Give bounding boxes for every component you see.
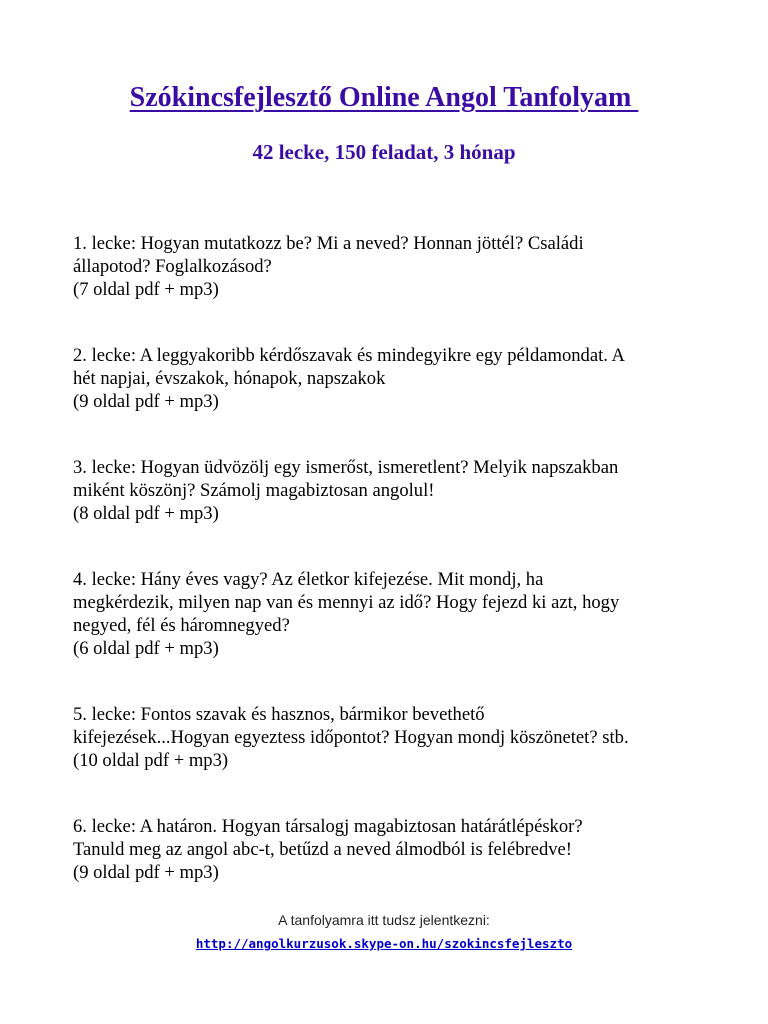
document-subtitle: 42 lecke, 150 feladat, 3 hónap bbox=[252, 140, 516, 164]
lesson-item-6 bbox=[73, 815, 733, 884]
lesson-text-line: 3. lecke: Hogyan üdvözölj egy ismerőst, ismeretlent? Melyik napszakban bbox=[73, 457, 619, 478]
lesson-materials: (8 oldal pdf + mp3) bbox=[73, 503, 219, 524]
lesson-text-line: 1. lecke: Hogyan mutatkozz be? Mi a neved? Honnan jöttél? Családi bbox=[73, 233, 584, 254]
lesson-item-5 bbox=[73, 703, 733, 772]
lesson-text-line: miként köszönj? Számolj magabiztosan angolul! bbox=[73, 480, 435, 501]
lesson-materials: (10 oldal pdf + mp3) bbox=[73, 750, 229, 771]
lesson-materials: (6 oldal pdf + mp3) bbox=[73, 638, 219, 659]
lesson-text-line: kifejezések...Hogyan egyeztess időpontot? Hogyan mondj köszönetet? stb. bbox=[73, 727, 629, 748]
signup-note: A tanfolyamra itt tudsz jelentkezni: bbox=[278, 912, 490, 928]
lesson-text-line: 5. lecke: Fontos szavak és hasznos, bármikor bevethető bbox=[73, 704, 485, 725]
lesson-materials: (9 oldal pdf + mp3) bbox=[73, 391, 219, 412]
lesson-item-1 bbox=[73, 232, 733, 301]
document-title: Szókincsfejlesztő Online Angol Tanfolyam bbox=[129, 82, 639, 113]
lesson-text-line: állapotod? Foglalkozásod? bbox=[73, 256, 272, 277]
lesson-text-line: hét napjai, évszakok, hónapok, napszakok bbox=[73, 368, 386, 389]
lesson-text-line: 6. lecke: A határon. Hogyan társalogj magabiztosan határátlépéskor? bbox=[73, 816, 583, 837]
lesson-materials: (9 oldal pdf + mp3) bbox=[73, 862, 219, 883]
lesson-text-line: negyed, fél és háromnegyed? bbox=[73, 615, 290, 636]
lesson-item-4 bbox=[73, 568, 733, 660]
lesson-text-line: 4. lecke: Hány éves vagy? Az életkor kifejezése. Mit mondj, ha bbox=[73, 569, 544, 590]
lesson-text-line: 2. lecke: A leggyakoribb kérdőszavak és mindegyikre egy példamondat. A bbox=[73, 345, 625, 366]
lesson-list bbox=[73, 232, 733, 927]
signup-footer bbox=[0, 911, 768, 953]
lesson-text-line: Tanuld meg az angol abc-t, betűzd a neved álmodból is felébredve! bbox=[73, 839, 572, 860]
lesson-materials: (7 oldal pdf + mp3) bbox=[73, 279, 219, 300]
lesson-item-3 bbox=[73, 456, 733, 525]
signup-link[interactable]: http://angolkurzusok.skype-on.hu/szokincsfejleszto bbox=[195, 936, 573, 951]
lesson-text-line: megkérdezik, milyen nap van és mennyi az idő? Hogy fejezd ki azt, hogy bbox=[73, 592, 620, 613]
lesson-item-2 bbox=[73, 344, 733, 413]
